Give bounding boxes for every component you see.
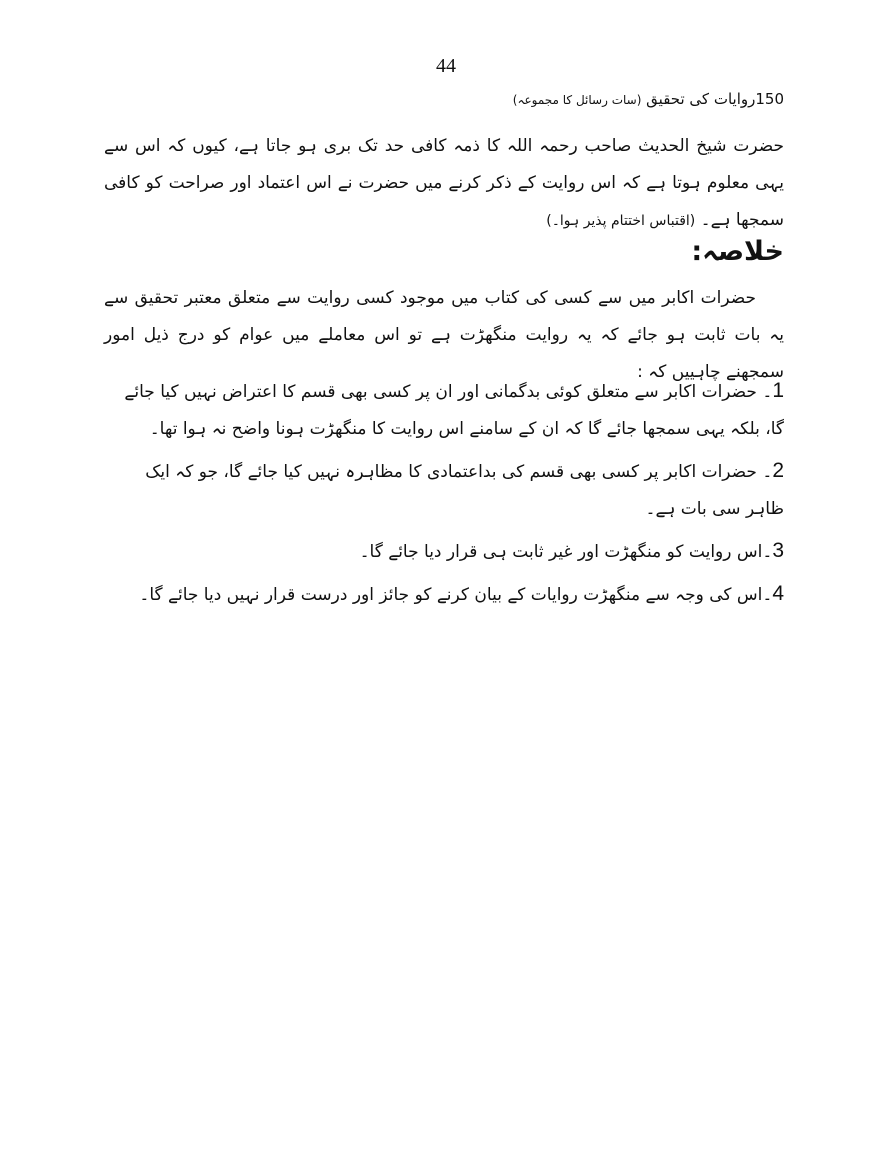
point-text: ۔اس کی وجہ سے منگھڑت روایات کے بیان کرنے کو جائز اور درست قرار نہیں دیا جائے گا۔ [139, 585, 773, 605]
point-text: ۔اس روایت کو منگھڑت اور غیر ثابت ہی قرار دیا جائے گا۔ [359, 542, 773, 562]
summary-point-4 [104, 575, 784, 614]
intro-paragraph [104, 128, 784, 240]
intro-text: حضرت شیخ الحدیث صاحب رحمہ اللہ کا ذمہ کافی حد تک بری ہو جاتا ہے، کیوں کہ اس سے یہی معلوم ہوتا ہے کہ اس روایت کے ذکر کرنے میں حضرت نے اس اعتماد اور صراحت کو کافی سمجھا ہے۔ [104, 136, 784, 230]
point-number: 2 [772, 459, 784, 482]
point-number: 3 [772, 539, 784, 562]
point-text: ۔ حضرات اکابر سے متعلق کوئی بدگمانی اور ان پر کسی بھی قسم کا اعتراض نہیں کیا جائے گا، بلکہ یہی سمجھا جائے گا کہ ان کے سامنے اس روایت کا منگھڑت ہونا واضح نہ ہوا تھا۔ [124, 382, 784, 439]
summary-point-2 [104, 452, 784, 528]
point-text: ۔ حضرات اکابر پر کسی بھی قسم کی بداعتمادی کا مظاہرہ نہیں کیا جائے گا، جو کہ ایک ظاہر سی بات ہے۔ [145, 462, 784, 519]
quote-end-note: (اقتباس اختتام پذیر ہوا۔) [546, 213, 696, 229]
summary-text: حضرات اکابر میں سے کسی کی کتاب میں موجود کسی روایت سے متعلق معتبر تحقیق سے یہ بات ثابت ہو جائے کہ یہ روایت منگھڑت ہے تو اس معاملے میں عوام کو درج ذیل امور سمجھنے چاہییں کہ : [104, 288, 784, 382]
summary-heading: خلاصہ: [691, 236, 784, 267]
point-number: 4 [772, 582, 784, 605]
summary-point-1 [104, 372, 784, 448]
running-head [513, 90, 784, 108]
running-head-subtitle: (سات رسائل کا مجموعہ) [512, 93, 642, 107]
summary-points-list [104, 372, 784, 618]
running-head-title: 150روایات کی تحقیق [646, 90, 784, 108]
point-number: 1 [772, 379, 784, 402]
page-number: 44 [436, 55, 456, 77]
summary-point-3 [104, 532, 784, 571]
